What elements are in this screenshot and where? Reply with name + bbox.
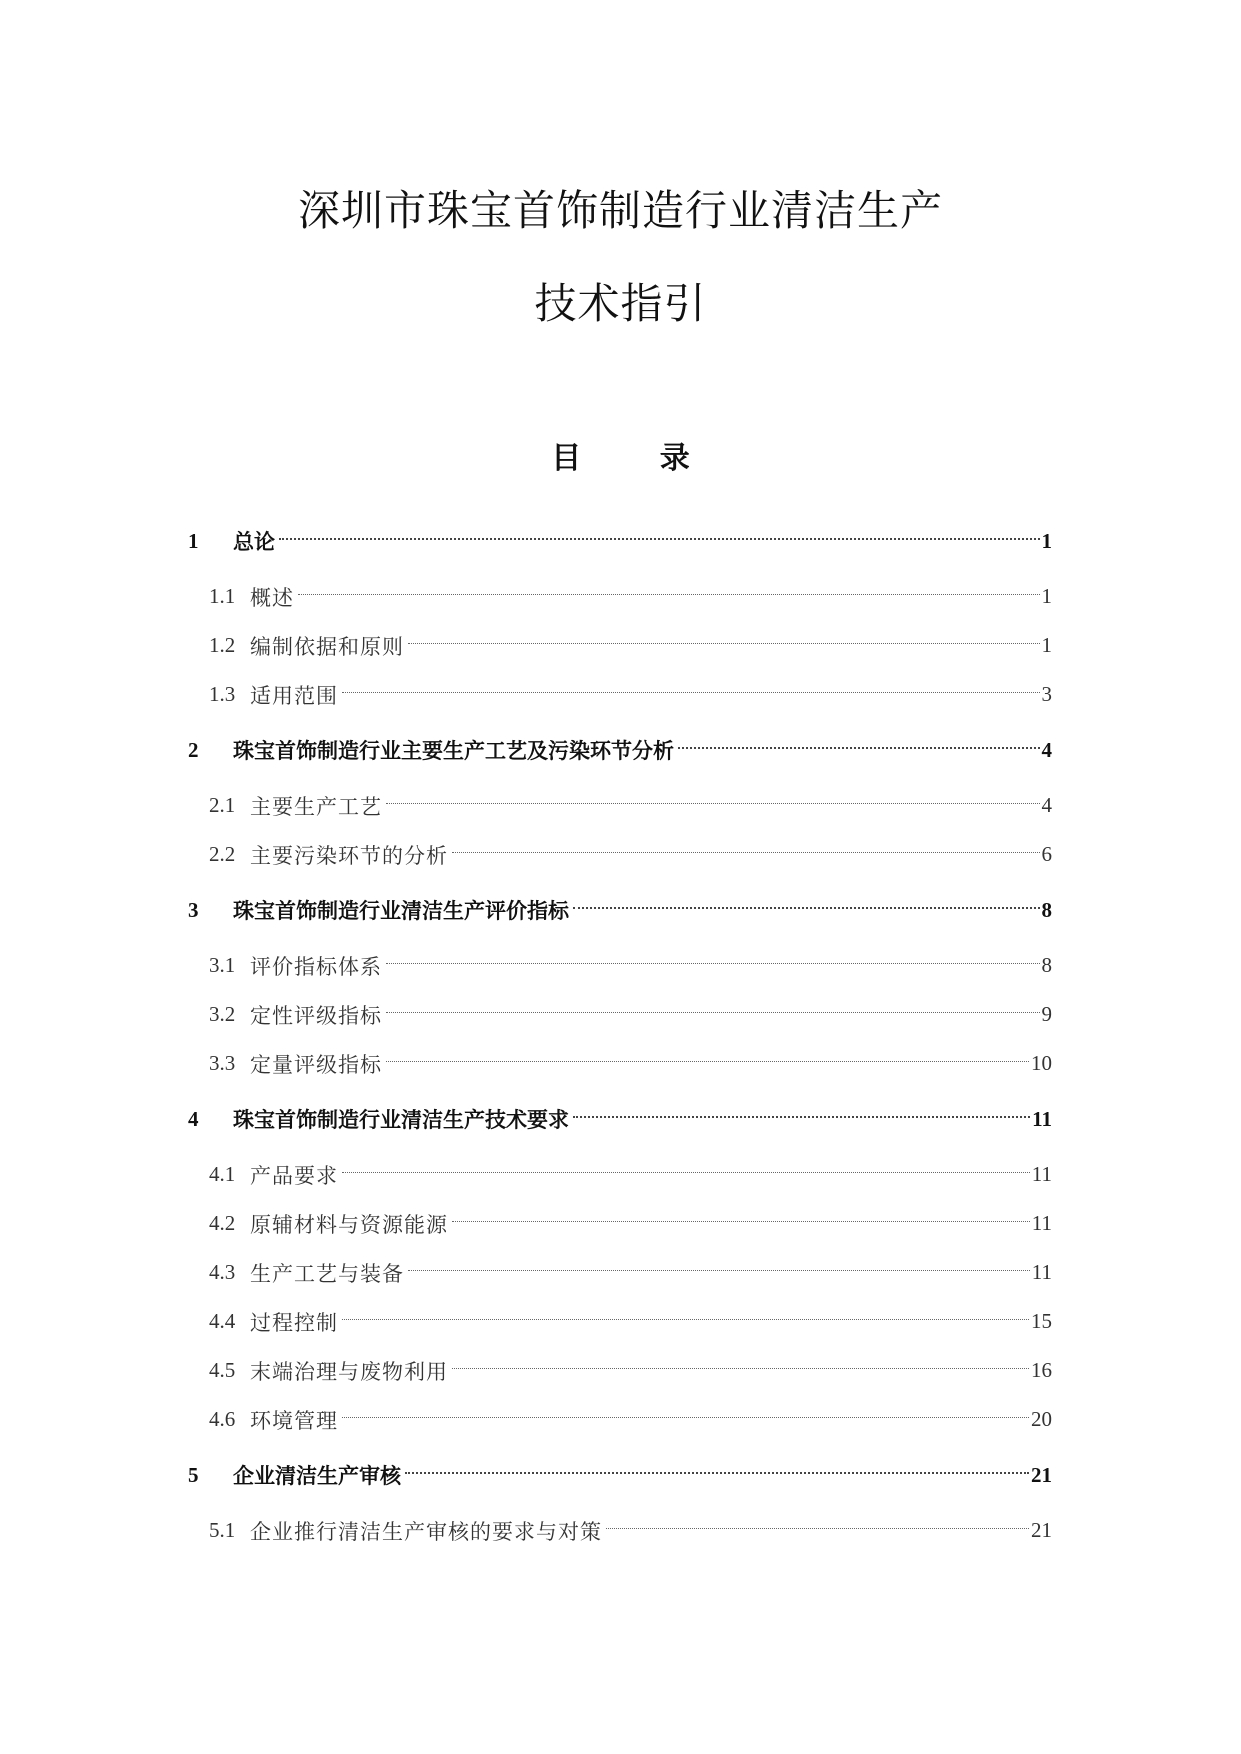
toc-entry-page-number: 10 [1031, 1051, 1052, 1075]
toc-section-entry[interactable] [188, 1088, 1052, 1150]
toc-subsection-entry[interactable] [188, 941, 1052, 990]
toc-entry-page-number: 16 [1031, 1358, 1052, 1382]
toc-subsection-entry[interactable] [188, 621, 1052, 670]
dot-leader [408, 643, 1040, 644]
toc-entry-label: 总论 [233, 530, 275, 554]
toc-subsection-entry[interactable] [188, 1297, 1052, 1346]
toc-entry-page-number: 11 [1031, 1211, 1052, 1235]
dot-leader [573, 1116, 1030, 1118]
toc-entry-number: 1.3 [209, 682, 236, 706]
toc-entry-page-number: 8 [1041, 897, 1052, 922]
toc-entry-page-number: 6 [1041, 842, 1052, 866]
toc-entry-number: 3 [188, 897, 199, 922]
toc-entry-label: 产品要求 [250, 1163, 338, 1188]
toc-subsection-entry[interactable] [188, 1150, 1052, 1199]
toc-entry-page-number: 11 [1031, 1260, 1052, 1284]
toc-entry-page-number: 21 [1031, 1462, 1052, 1487]
toc-subsection-entry[interactable] [188, 1248, 1052, 1297]
toc-entry-label: 珠宝首饰制造行业清洁生产技术要求 [233, 1108, 569, 1132]
toc-entry-label: 生产工艺与装备 [250, 1261, 404, 1286]
toc-entry-label: 企业推行清洁生产审核的要求与对策 [250, 1519, 602, 1544]
table-of-contents [188, 510, 1052, 1555]
toc-entry-number: 4 [188, 1106, 199, 1131]
toc-entry-page-number: 9 [1041, 1002, 1052, 1026]
dot-leader [386, 803, 1040, 804]
dot-leader [342, 1319, 1029, 1320]
toc-subsection-entry[interactable] [188, 1346, 1052, 1395]
toc-entry-number: 3.3 [209, 1051, 236, 1075]
toc-entry-label: 定性评级指标 [250, 1003, 382, 1028]
toc-entry-label: 定量评级指标 [250, 1052, 382, 1077]
toc-entry-number: 1 [188, 528, 199, 553]
toc-section-entry[interactable] [188, 1444, 1052, 1506]
dot-leader [405, 1472, 1029, 1474]
toc-entry-label: 珠宝首饰制造行业清洁生产评价指标 [233, 899, 569, 923]
dot-leader [452, 852, 1040, 853]
dot-leader [342, 1172, 1030, 1173]
toc-entry-label: 编制依据和原则 [250, 634, 404, 659]
toc-entry-page-number: 11 [1031, 1162, 1052, 1186]
toc-entry-label: 主要污染环节的分析 [250, 843, 448, 868]
toc-subsection-entry[interactable] [188, 781, 1052, 830]
toc-entry-number: 2 [188, 737, 199, 762]
toc-entry-label: 企业清洁生产审核 [233, 1464, 401, 1488]
dot-leader [279, 538, 1040, 540]
dot-leader [386, 1061, 1029, 1062]
toc-entry-number: 4.4 [209, 1309, 236, 1333]
toc-entry-page-number: 1 [1041, 528, 1052, 553]
toc-entry-number: 4.5 [209, 1358, 236, 1382]
toc-subsection-entry[interactable] [188, 1395, 1052, 1444]
toc-entry-number: 1.1 [209, 584, 236, 608]
dot-leader [342, 692, 1040, 693]
toc-subsection-entry[interactable] [188, 670, 1052, 719]
toc-entry-number: 2.1 [209, 793, 236, 817]
toc-entry-number: 5 [188, 1462, 199, 1487]
dot-leader [606, 1528, 1029, 1529]
document-title-line1: 深圳市珠宝首饰制造行业清洁生产 [297, 186, 943, 235]
toc-entry-label: 末端治理与废物利用 [250, 1359, 448, 1384]
toc-entry-page-number: 1 [1041, 633, 1052, 657]
toc-entry-label: 原辅材料与资源能源 [250, 1212, 448, 1237]
dot-leader [452, 1368, 1029, 1369]
toc-subsection-entry[interactable] [188, 990, 1052, 1039]
toc-heading: 目 录 [551, 441, 724, 476]
toc-entry-number: 5.1 [209, 1518, 236, 1542]
toc-subsection-entry[interactable] [188, 572, 1052, 621]
toc-entry-page-number: 4 [1041, 737, 1052, 762]
dot-leader [386, 963, 1040, 964]
toc-entry-label: 概述 [250, 585, 294, 610]
toc-entry-label: 珠宝首饰制造行业主要生产工艺及污染环节分析 [233, 739, 674, 763]
toc-entry-page-number: 21 [1031, 1518, 1052, 1542]
toc-entry-number: 3.2 [209, 1002, 236, 1026]
dot-leader [452, 1221, 1030, 1222]
toc-entry-number: 3.1 [209, 953, 236, 977]
toc-section-entry[interactable] [188, 719, 1052, 781]
toc-entry-page-number: 3 [1041, 682, 1052, 706]
toc-section-entry[interactable] [188, 879, 1052, 941]
toc-subsection-entry[interactable] [188, 830, 1052, 879]
toc-entry-number: 1.2 [209, 633, 236, 657]
toc-entry-label: 评价指标体系 [250, 954, 382, 979]
toc-entry-label: 适用范围 [250, 683, 338, 708]
toc-subsection-entry[interactable] [188, 1039, 1052, 1088]
toc-entry-page-number: 15 [1031, 1309, 1052, 1333]
toc-section-entry[interactable] [188, 510, 1052, 572]
toc-entry-page-number: 20 [1031, 1407, 1052, 1431]
toc-entry-label: 环境管理 [250, 1408, 338, 1433]
document-title-line2: 技术指引 [534, 279, 707, 328]
toc-entry-page-number: 8 [1041, 953, 1052, 977]
toc-entry-label: 主要生产工艺 [250, 794, 382, 819]
toc-entry-number: 2.2 [209, 842, 236, 866]
dot-leader [386, 1012, 1040, 1013]
toc-entry-page-number: 1 [1041, 584, 1052, 608]
toc-entry-label: 过程控制 [250, 1310, 338, 1335]
toc-entry-page-number: 4 [1041, 793, 1052, 817]
dot-leader [678, 747, 1040, 749]
dot-leader [573, 907, 1040, 909]
toc-entry-number: 4.6 [209, 1407, 236, 1431]
toc-subsection-entry[interactable] [188, 1506, 1052, 1555]
dot-leader [408, 1270, 1030, 1271]
toc-entry-number: 4.2 [209, 1211, 236, 1235]
toc-entry-number: 4.1 [209, 1162, 236, 1186]
dot-leader [342, 1417, 1029, 1418]
dot-leader [298, 594, 1040, 595]
toc-entry-number: 4.3 [209, 1260, 236, 1284]
toc-entry-page-number: 11 [1032, 1106, 1052, 1131]
toc-subsection-entry[interactable] [188, 1199, 1052, 1248]
